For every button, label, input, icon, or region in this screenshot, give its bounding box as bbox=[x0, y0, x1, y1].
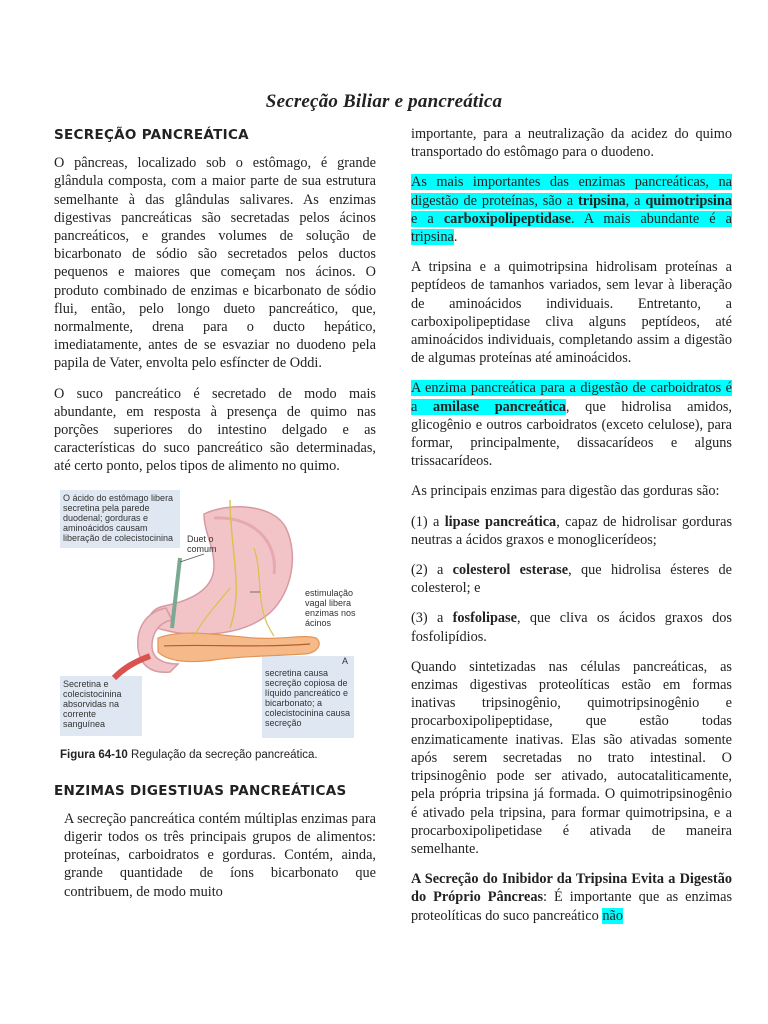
label-secretin-effect: secretina causa secreção copiosa de líquido pancreático e bicarbonato; a colecistocinina causa secreção bbox=[265, 667, 351, 728]
paragraph: A tripsina e a quimotripsina hidrolisam proteínas a peptídeos de tamanhos variados, sem levar à liberação de aminoácidos individuais. Entretanto, a carboxipolipeptidase cliva alguns peptídeos, até aminoácidos individuais, completando assim a digestão de algumas proteínas até aminoácidos. bbox=[411, 259, 732, 367]
paragraph: Quando sintetizadas nas células pancreáticas, as enzimas digestivas proteolíticas estão em formas inativas tripsinogênio, quimotripsinogênio e procarboxipolipeptidase, que estão todas enzimaticamente inativas. Elas são ativadas somente após serem secretadas no trato intestinal. O tripsinogênio pode ser ativado, autocataliticamente, pela própria tripsina já formada. O quimotripsinogênio é ativado pela tripsina, para formar quimotripsina, e a procarboxipolipetidase é ativada de maneira semelhante. bbox=[411, 658, 732, 857]
figure-pancreatic-regulation bbox=[54, 488, 376, 768]
page-title: Secreção Biliar e pancreática bbox=[265, 91, 503, 112]
figure-caption bbox=[60, 746, 318, 764]
paragraph: O pâncreas, localizado sob o estômago, é grande glândula composta, com a maior parte de sua estrutura semelhante à das glândulas salivares. As enzimas digestivas pancreáticas são secretadas pelos ácinos pancreáticos, e grandes volumes de solução de bicarbonato de sódio são secretados pelos ductos pequenos e maiores que começam nos ácinos. O produto combinado de enzimas e bicarbonato de sódio flui, então, pelo longo dueto pancreático, que, normalmente, drena para o ducto hepático, imediatamente, antes de se esvaziar no duodeno pela papila de Vater, envolta pelo esfíncter de Oddi. bbox=[54, 155, 376, 372]
blood-vessel bbox=[114, 656, 150, 678]
section-heading-pancreatic-secretion: SECREÇÃO PANCREÁTICA bbox=[54, 127, 249, 143]
paragraph: importante, para a neutralização da acidez do quimo transportado do estômago para o duodeno. bbox=[411, 126, 732, 161]
label-common-duct: Duet o comum bbox=[187, 533, 217, 554]
paragraph: A Secreção do Inibidor da Tripsina Evita a Digestão do Próprio Pâncreas: É importante que as enzimas proteolíticas do suco pancreático não bbox=[411, 871, 733, 924]
label-vagal-stimulation: estimulação vagal libera enzimas nos ácinos bbox=[305, 587, 356, 628]
list-item: (3) a fosfolipase, que cliva os ácidos graxos dos fosfolipídios. bbox=[411, 610, 732, 645]
pointer-line bbox=[180, 554, 204, 562]
left-column bbox=[54, 126, 376, 913]
paragraph-highlighted: As mais importantes das enzimas pancreáticas, na digestão de proteínas, são a tripsina, a quimotripsina e a carboxipolipeptidase. A mais abundante é a tripsina. bbox=[411, 174, 733, 246]
figure-number: Figura 64-10 bbox=[60, 748, 128, 761]
label-a: A bbox=[342, 655, 349, 666]
paragraph: As principais enzimas para digestão das gorduras são: bbox=[411, 483, 720, 500]
label-stomach-acid: O ácido do estômago libera secretina pela parede duodenal; gorduras e aminoácidos causam liberação de colecistocinina bbox=[63, 492, 174, 543]
figure-caption-text: Regulação da secreção pancreática. bbox=[127, 748, 318, 761]
list-item: (1) a lipase pancreática, capaz de hidrolisar gorduras neutras a ácidos graxos e monoglicerídeos; bbox=[411, 513, 733, 548]
list-item: (2) a colesterol esterase, que hidrolisa ésteres de colesterol; e bbox=[411, 562, 733, 597]
label-secretin-absorbed: Secretina e colecistocinina absorvidas na corrente sanguínea bbox=[63, 678, 122, 729]
paragraph: O suco pancreático é secretado de modo mais abundante, em resposta à presença de quimo nas porções superiores do intestino delgado e as características do suco pancreático são determinadas, até certo ponto, pelos tipos de alimento no quimo. bbox=[54, 385, 376, 475]
paragraph: A secreção pancreática contém múltiplas enzimas para digerir todos os três principais grupos de alimentos: proteínas, carboidratos e gorduras. Contém, ainda, grande quantidade de íons bicarbonato que contribuem, de modo muito bbox=[64, 810, 376, 900]
right-column bbox=[411, 125, 732, 937]
section-heading-pancreatic-enzymes: ENZIMAS DIGESTIUAS PANCREÁTICAS bbox=[54, 782, 347, 799]
paragraph-highlighted: A enzima pancreática para a digestão de carboidratos é a amilase pancreática, que hidrolisa amidos, glicogênio e outros carboidratos (exceto celulose), para formar, principalmente, dissacarídeos e alguns trissacarídeos. bbox=[411, 380, 732, 470]
